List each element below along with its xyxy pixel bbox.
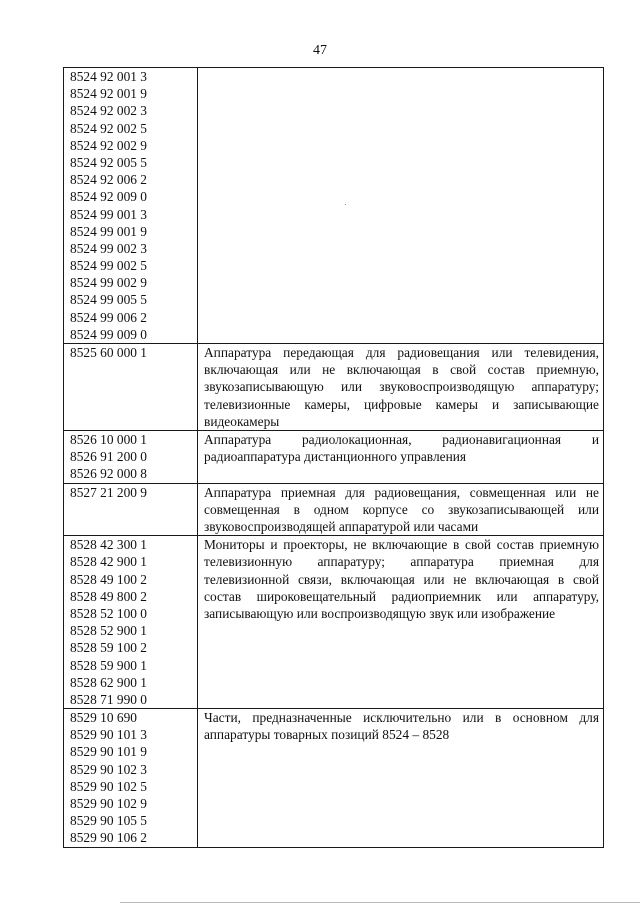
tariff-code: 8528 59 100 2: [70, 640, 147, 656]
tariff-code: 8529 90 106 2: [70, 830, 147, 846]
description-cell: [198, 431, 604, 484]
tariff-code: 8526 92 000 8: [70, 466, 147, 482]
tariff-code: 8524 99 006 2: [70, 309, 147, 325]
code-description-table: [63, 67, 604, 848]
tariff-code: 8529 90 102 3: [70, 761, 147, 777]
tariff-code: 8524 99 002 5: [70, 258, 147, 274]
tariff-code: 8525 60 000 1: [70, 345, 147, 360]
tariff-code: 8524 92 006 2: [70, 172, 147, 188]
table-row: [64, 431, 604, 484]
description-cell: [198, 709, 604, 848]
scan-speck: [345, 204, 346, 205]
tariff-code: 8524 99 005 5: [70, 292, 147, 308]
table-row: [64, 536, 604, 709]
product-description: Аппаратура приемная для радиовещания, совмещенная или не совмещенная в одном корпусе со звукозаписывающей или звуковоспроизводящей аппаратурой или часами: [204, 484, 599, 534]
tariff-code: 8524 92 001 3: [70, 69, 147, 84]
product-description: Мониторы и проекторы, не включающие в свой состав приемную телевизионную аппаратуру; аппаратура приемная для телевизионной связи, включающая или не включающая в свой состав широковещательный радиоприемник или аппаратуру, записывающую или воспроизводящую звук или изображение: [204, 537, 599, 621]
tariff-code: 8524 99 001 9: [70, 223, 147, 239]
tariff-code: 8529 90 102 9: [70, 796, 147, 811]
tariff-code: 8529 90 101 3: [70, 727, 147, 743]
tariff-code: 8524 99 001 3: [70, 206, 147, 222]
tariff-code: 8529 90 102 5: [70, 778, 147, 794]
tariff-code: 8528 49 800 2: [70, 588, 147, 604]
description-cell: [198, 483, 604, 536]
product-description: Аппаратура радиолокационная, радионавигационная и радиоаппаратура дистанционного управления: [204, 432, 599, 465]
tariff-code: 8529 10 690: [70, 710, 137, 726]
table-row: [64, 344, 604, 431]
tariff-code: 8529 90 105 5: [70, 813, 147, 829]
tariff-code: 8529 90 101 9: [70, 744, 147, 760]
code-cell: [64, 68, 198, 344]
tariff-code: 8528 62 900 1: [70, 674, 147, 690]
description-cell: [198, 68, 604, 344]
table-row: [64, 709, 604, 848]
tariff-code: 8524 92 001 9: [70, 86, 147, 102]
code-cell: [64, 483, 198, 536]
tariff-code: 8528 52 100 0: [70, 605, 147, 621]
tariff-code: 8524 92 002 3: [70, 103, 147, 119]
tariff-code: 8528 52 900 1: [70, 623, 147, 639]
tariff-code: 8524 92 002 9: [70, 137, 147, 153]
code-cell: [64, 344, 198, 431]
tariff-code: 8528 42 300 1: [70, 537, 147, 553]
tariff-code: 8528 71 990 0: [70, 691, 147, 707]
tariff-code: 8524 92 005 5: [70, 154, 147, 170]
tariff-code: 8526 10 000 1: [70, 432, 147, 448]
code-cell: [64, 709, 198, 848]
tariff-code: 8524 92 009 0: [70, 189, 147, 205]
table-row: [64, 68, 604, 344]
tariff-code: 8524 99 002 9: [70, 275, 147, 291]
tariff-code: 8524 99 009 0: [70, 326, 147, 342]
table-body: [64, 68, 604, 848]
description-cell: [198, 344, 604, 431]
tariff-code: 8526 91 200 0: [70, 449, 147, 465]
tariff-code: 8524 92 002 5: [70, 120, 147, 136]
tariff-code: 8527 21 200 9: [70, 484, 147, 500]
tariff-code: 8524 99 002 3: [70, 240, 147, 256]
tariff-code: 8528 59 900 1: [70, 657, 147, 673]
product-description: Аппаратура передающая для радиовещания или телевидения, включающая или не включающая в свой состав приемную, звукозаписывающую или звуковоспроизводящую аппаратуру; телевизионные камеры, цифровые камеры и записывающие видеокамеры: [204, 345, 599, 429]
product-description: Части, предназначенные исключительно или в основном для аппаратуры товарных позиций 8524 – 8528: [204, 710, 599, 743]
table-row: [64, 483, 604, 536]
code-cell: [64, 536, 198, 709]
tariff-code: 8528 42 900 1: [70, 554, 147, 570]
description-cell: [198, 536, 604, 709]
page-number: 47: [313, 43, 327, 58]
bottom-rule: [120, 902, 640, 903]
code-cell: [64, 431, 198, 484]
tariff-code: 8528 49 100 2: [70, 571, 147, 587]
